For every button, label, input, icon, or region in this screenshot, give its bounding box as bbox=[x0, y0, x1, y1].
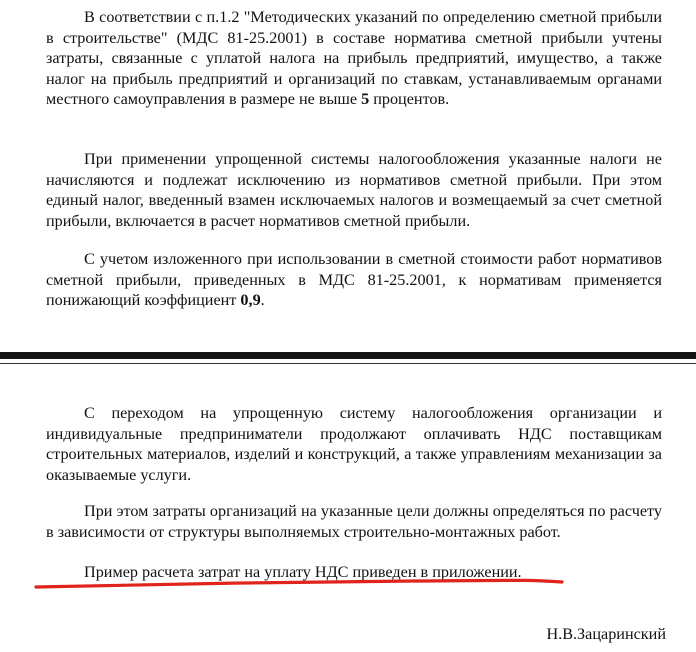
paragraph-profit-norm bbox=[46, 7, 662, 110]
paragraph-text: . bbox=[260, 291, 265, 310]
author-signature: Н.В.Зацаринский bbox=[546, 625, 666, 643]
paragraph-text: В соответствии с п.1.2 "Методических указаний по определению сметной прибыли в строительстве" (МДС 81-25.2001) в составе норматива сметной прибыли учтены затраты, связанные с уплатой налога на прибыль предприятий, имущество, а также налог на прибыль предприятий и организаций по ставкам, устанавливаемым органами местного самоуправления в размере не выше bbox=[46, 8, 662, 109]
paragraph-reduction-coefficient bbox=[46, 249, 662, 311]
red-highlight-underline bbox=[34, 576, 564, 596]
paragraph-simplified-tax: При применении упрощенной системы налогообложения указанные налоги не начисляются и подлежат исключению из нормативов сметной прибыли. При этом единый налог, введенный взамен исключаемых налогов и возмещаемый за счет сметной прибыли, включается в расчет нормативов сметной прибыли. bbox=[46, 150, 662, 230]
paragraph-text: С учетом изложенного при использовании в сметной стоимости работ нормативов сметной прибыли, приведенных в МДС 81-25.2001, к нормативам применяется понижающий коэффициент bbox=[46, 250, 662, 310]
paragraph-vat-payment: С переходом на упрощенную систему налогообложения организации и индивидуальные предприниматели продолжают оплачивать НДС поставщикам строительных материалов, изделий и конструкций, а также управлениям механизации за оказываемые услуги. bbox=[46, 404, 662, 484]
bold-value-coefficient: 0,9 bbox=[240, 291, 261, 310]
paragraph-vat-calculation: При этом затраты организаций на указанные цели должны определяться по расчету в зависимости от структуры выполняемых строительно-монтажных работ. bbox=[46, 502, 662, 541]
section-divider-thin bbox=[0, 363, 696, 364]
paragraph-text: процентов. bbox=[369, 90, 450, 109]
red-underline-stroke bbox=[36, 580, 562, 587]
bold-value-percent: 5 bbox=[361, 90, 370, 109]
section-divider-thick bbox=[0, 352, 696, 359]
paragraph-appendix-reference: Пример расчета затрат на уплату НДС приведен в приложении. bbox=[84, 563, 522, 581]
